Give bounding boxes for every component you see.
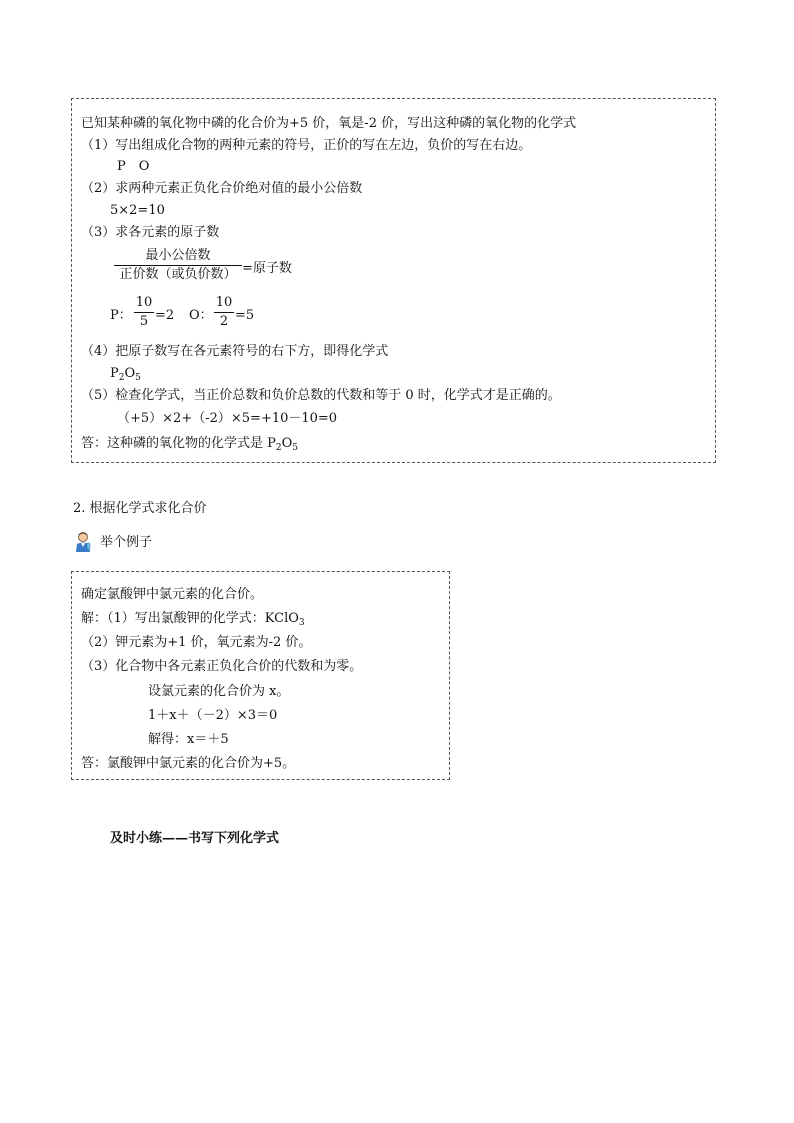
p-label: P： [110,308,132,323]
o-numerator: 10 [215,295,233,310]
step-2-answer: 5×2=10 [110,203,165,218]
formula-p2o5 [110,365,141,383]
p-numerator: 10 [135,295,153,310]
box2-line-3: （2）钾元素为+1 价，氧元素为-2 价。 [81,635,312,650]
example-label: 举个例子 [100,535,153,550]
step-5: （5）检查化学式，当正价总数和负价总数的代数和等于 0 时，化学式才是正确的。 [81,388,561,403]
practice-title: 及时小练——书写下列化学式 [110,831,280,846]
step-3: （3）求各元素的原子数 [81,225,220,240]
box2-line-7: 解得：x＝＋5 [148,732,229,747]
box2-line-2-subscript: 3 [298,618,305,628]
fraction-denominator: 正价数（或负价数） [119,267,237,282]
box2-line-6: 1＋x＋（－2）×3＝0 [148,708,278,723]
answer-1-o: O [281,436,293,451]
box2-line-2-text: 解：（1）写出氯酸钾的化学式：KClO [81,611,299,626]
o-denominator: 2 [219,314,229,329]
p-result: =2 [155,308,175,323]
step-4: （4）把原子数写在各元素符号的右下方，即得化学式 [81,344,389,359]
section-2-title: 2. 根据化学式求化合价 [73,501,207,516]
box2-line-1: 确定氯酸钾中氯元素的化合价。 [81,587,264,602]
formula-p-subscript: 2 [118,373,125,383]
atom-count-fraction [114,247,242,284]
formula-p: P [110,366,119,381]
answer-1-sub-1: 2 [275,443,282,453]
step-1-answer: P O [117,159,150,174]
box2-line-4: （3）化合物中各元素正负化合价的代数和为零。 [81,659,363,674]
box2-line-8: 答：氯酸钾中氯元素的化合价为+5。 [81,756,296,771]
box2-line-5: 设氯元素的化合价为 x。 [148,684,290,699]
problem-intro: 已知某种磷的氧化物中磷的化合价为+5 价，氧是-2 价，写出这种磷的氧化物的化学式 [81,116,577,131]
p-fraction [134,294,154,331]
answer-1 [81,435,298,453]
scientist-icon [73,531,93,553]
step-2: （2）求两种元素正负化合价绝对值的最小公倍数 [81,181,363,196]
step-5-calc: （+5）×2+（-2）×5=+10－10=0 [117,411,338,426]
o-fraction [214,294,234,331]
step-1: （1）写出组成化合物的两种元素的符号，正价的写在左边，负价的写在右边。 [81,138,532,153]
formula-o: O [124,366,136,381]
formula-o-subscript: 5 [135,373,141,383]
p-denominator: 5 [139,314,149,329]
o-label: O： [189,308,213,323]
box2-line-2 [81,610,305,628]
answer-1-text: 答：这种磷的氧化物的化学式是 P [81,436,276,451]
fraction-numerator: 最小公倍数 [145,248,211,263]
o-result: =5 [235,308,255,323]
fraction-result: =原子数 [242,261,292,276]
answer-1-sub-2: 5 [292,443,299,453]
